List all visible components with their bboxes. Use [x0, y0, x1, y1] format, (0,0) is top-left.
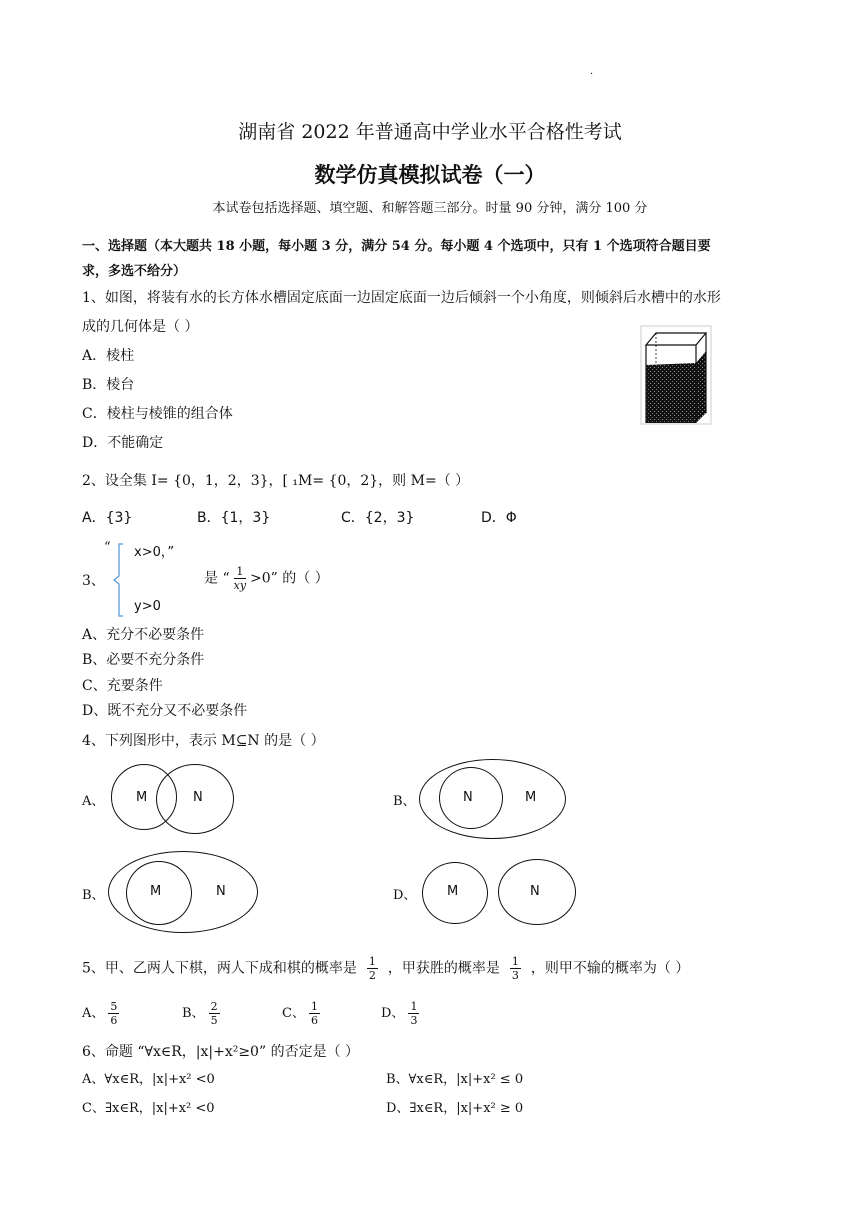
q4-option-c-label: B、	[82, 888, 105, 903]
q1-stem-line1: 1、如图，将装有水的长方体水槽固定底面一边固定底面一边后倾斜一个小角度，则倾斜后水槽中的水形	[82, 290, 721, 306]
q4-d-label-m: M	[447, 884, 459, 899]
exam-intro: 本试卷包括选择题、填空题、和解答题三部分。时量 90 分钟，满分 100 分	[212, 201, 648, 216]
exam-title: 湖南省 2022 年普通高中学业水平合格性考试	[238, 121, 622, 143]
q5-option-d-fraction: $\frac{1}{3}$	[410, 1000, 418, 1027]
q4-stem: 4、下列图形中，表示 M⊆N 的是（ ）	[82, 733, 325, 749]
q3-condition-y: y>0	[134, 599, 161, 614]
q4-b-label-m: M	[525, 790, 537, 805]
q5-option-b-fraction: $\frac{2}{5}$	[210, 1000, 218, 1027]
q2-option-d: D．Φ	[481, 510, 517, 526]
header-dot: .	[590, 66, 594, 77]
q4-d-label-n: N	[530, 884, 540, 899]
q1-option-c: C．棱柱与棱锥的组合体	[82, 406, 233, 422]
q3-option-b: B、必要不充分条件	[82, 652, 205, 668]
q4-c-label-m: M	[150, 884, 162, 899]
q5-part3: ，则甲不输的概率为（ ）	[530, 960, 690, 977]
q4-b-label-n: N	[463, 790, 473, 805]
q2-option-b: B．{1，3}	[197, 510, 271, 526]
q5-option-c-fraction: $\frac{1}{6}$	[310, 1000, 318, 1027]
q4-option-a-label: A、	[82, 794, 105, 809]
q3-option-c: C、充要条件	[82, 678, 163, 694]
water-tank-figure	[640, 325, 712, 425]
q3-fraction: $\frac{1}{xy}$	[233, 565, 247, 592]
q5-fraction-win: $\frac{1}{3}$	[511, 955, 519, 982]
q3-mid-text: 是 “	[204, 570, 230, 587]
q3-quote-open: “	[104, 540, 111, 555]
q3-expression	[204, 566, 329, 591]
q6-option-d: D、∃x∈R，|x|+x² ≥ 0	[386, 1101, 524, 1116]
q6-option-c: C、∃x∈R，|x|+x² <0	[82, 1101, 215, 1116]
exam-subtitle: 数学仿真模拟试卷（一）	[314, 162, 546, 187]
q1-stem-line2: 成的几何体是（ ）	[82, 319, 199, 335]
q4-option-b-label: B、	[393, 794, 416, 809]
q1-option-a: A．棱柱	[82, 348, 135, 364]
q5-part2: ，甲获胜的概率是	[387, 960, 500, 977]
q5-option-d: D、 $\frac{1}{3}$	[381, 1000, 418, 1027]
q5-stem	[82, 956, 689, 981]
q3-number: 3、	[82, 573, 105, 589]
q1-option-d: D．不能确定	[82, 435, 164, 451]
q3-after-text: >0” 的（ ）	[250, 570, 329, 587]
q2-option-a: A．{3}	[82, 510, 133, 526]
q2-stem: 2、设全集 I= {0，1，2，3}，[ ₁M= {0，2}，则 M=（ ）	[82, 473, 470, 489]
q3-option-a: A、充分不必要条件	[82, 627, 205, 643]
q4-option-d-label: D、	[393, 888, 417, 903]
q1-option-b: B．棱台	[82, 377, 135, 393]
q6-option-b: B、∀x∈R，|x|+x² ≤ 0	[386, 1072, 524, 1087]
q5-option-a-fraction: $\frac{5}{6}$	[110, 1000, 118, 1027]
q6-option-a: A、∀x∈R，|x|+x² <0	[82, 1072, 215, 1087]
q4-a-label-n: N	[193, 790, 203, 805]
q5-option-b: B、 $\frac{2}{5}$	[182, 1000, 218, 1027]
q5-fraction-draw: $\frac{1}{2}$	[368, 955, 376, 982]
q4-c-label-n: N	[216, 884, 226, 899]
q3-option-d: D、既不充分又不必要条件	[82, 703, 248, 719]
q5-part1: 5、甲、乙两人下棋，两人下成和棋的概率是	[82, 960, 357, 977]
q5-option-c: C、 $\frac{1}{6}$	[282, 1000, 318, 1027]
q2-option-c: C．{2，3}	[341, 510, 415, 526]
section1-heading-line1: 一、选择题（本大题共 18 小题，每小题 3 分，满分 54 分。每小题 4 个选项中，只有 1 个选项符合题目要	[82, 239, 711, 254]
q4-a-label-m: M	[136, 790, 148, 805]
q5-option-a: A、 $\frac{5}{6}$	[82, 1000, 118, 1027]
section1-heading-line2: 求，多选不给分）	[82, 264, 187, 279]
q3-condition-x: x>0，”	[134, 545, 175, 560]
q3-brace-icon	[113, 543, 129, 617]
q6-stem: 6、命题 “∀x∈R，|x|+x²≥0” 的否定是（ ）	[82, 1044, 360, 1060]
